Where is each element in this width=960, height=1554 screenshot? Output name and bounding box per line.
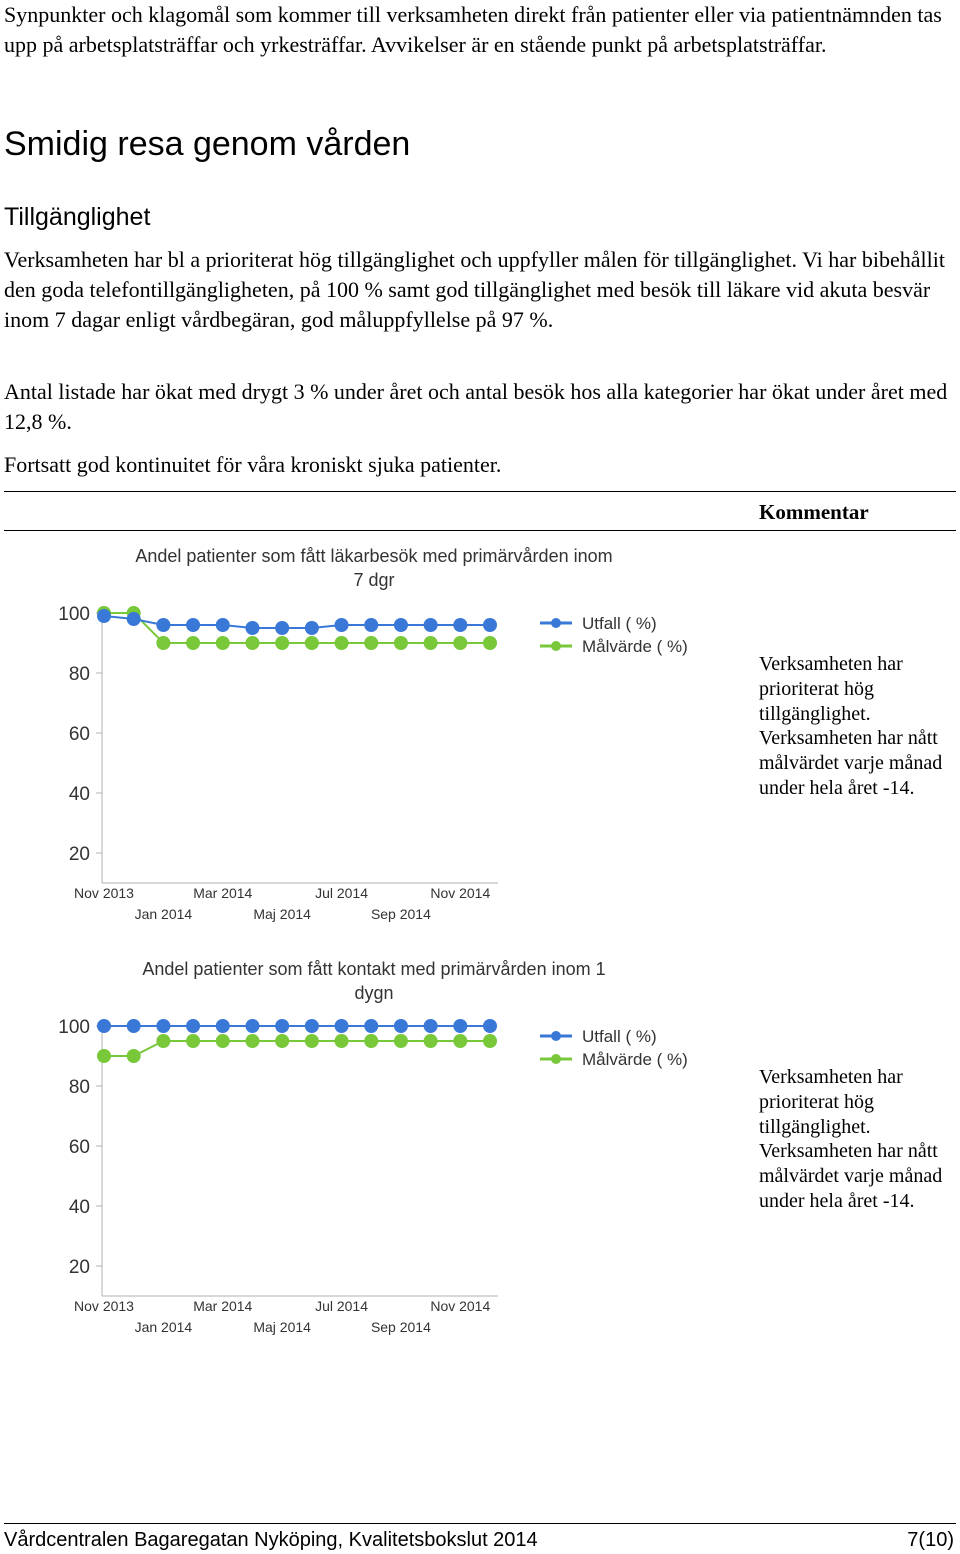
x-tick-label: Maj 2014 <box>253 1319 311 1335</box>
y-tick-label: 80 <box>68 664 90 685</box>
data-point-utfall <box>335 618 349 632</box>
data-point-malvarde <box>245 636 259 650</box>
data-point-malvarde <box>97 1049 111 1063</box>
legend-label: Målvärde ( %) <box>582 1050 688 1069</box>
x-tick-label: Mar 2014 <box>193 1298 253 1314</box>
legend-marker <box>551 641 561 651</box>
chart-title-line: dygn <box>354 983 394 1003</box>
data-point-utfall <box>216 618 230 632</box>
data-point-utfall <box>424 618 438 632</box>
x-tick-label: Nov 2013 <box>74 1298 134 1314</box>
data-point-utfall <box>364 618 378 632</box>
data-point-utfall <box>275 1019 289 1033</box>
data-point-utfall <box>305 621 319 635</box>
data-point-malvarde <box>335 1034 349 1048</box>
y-tick-label: 100 <box>58 604 90 625</box>
x-tick-label: Mar 2014 <box>193 885 253 901</box>
data-point-malvarde <box>127 1049 141 1063</box>
x-tick-label: Nov 2014 <box>430 1298 491 1314</box>
legend-marker <box>551 1031 561 1041</box>
data-point-utfall <box>424 1019 438 1033</box>
data-point-utfall <box>97 609 111 623</box>
x-tick-label: Jul 2014 <box>315 885 369 901</box>
x-tick-label: Jan 2014 <box>134 906 193 922</box>
comment-column-header: Kommentar <box>759 500 869 524</box>
data-point-malvarde <box>156 1034 170 1048</box>
legend-marker <box>551 1054 561 1064</box>
chart-title-line: 7 dgr <box>353 570 395 590</box>
y-tick-label: 80 <box>68 1077 90 1098</box>
chart-contact-1-day <box>50 951 710 1351</box>
availability-paragraph: Verksamheten har bl a prioriterat hög tillgänglighet och uppfyller målen för tillgänglighet. Vi har bibehållit den goda telefontillgängligheten, på 100 % samt god tillgänglighet med besök till läkare vid akuta besvär inom 7 dagar enligt vårdbegäran, god måluppfyllelse på 97 %. <box>4 247 945 332</box>
y-tick-label: 60 <box>68 1137 90 1158</box>
data-point-malvarde <box>453 1034 467 1048</box>
data-point-utfall <box>335 1019 349 1033</box>
x-tick-label: Jul 2014 <box>315 1298 369 1314</box>
y-tick-label: 20 <box>68 1257 90 1278</box>
data-point-utfall <box>453 618 467 632</box>
data-point-utfall <box>453 1019 467 1033</box>
section-heading: Smidig resa genom vården <box>4 125 411 163</box>
data-point-malvarde <box>483 1034 497 1048</box>
data-point-utfall <box>245 621 259 635</box>
x-tick-label: Jan 2014 <box>134 1319 193 1335</box>
y-tick-label: 60 <box>68 724 90 745</box>
data-point-utfall <box>394 1019 408 1033</box>
comment-chart-2: Verksamheten har prioriterat hög tillgänglighet. Verksamheten har nått målvärdet varje månad under hela året -14. <box>759 1066 943 1212</box>
legend-label: Utfall ( %) <box>582 1027 657 1046</box>
data-point-malvarde <box>305 1034 319 1048</box>
data-point-utfall <box>186 618 200 632</box>
intro-paragraph: Synpunkter och klagomål som kommer till verksamheten direkt från patienter eller via patientnämnden tas upp på arbetsplatsträffar och yrkesträffar. Avvikelser är en stående punkt på arbetsplatsträffar. <box>4 2 942 57</box>
x-tick-label: Nov 2013 <box>74 885 134 901</box>
data-point-malvarde <box>424 1034 438 1048</box>
page-number: 7(10) <box>907 1529 954 1551</box>
chart-title-line: Andel patienter som fått läkarbesök med primärvården inom <box>135 546 613 566</box>
data-point-malvarde <box>453 636 467 650</box>
sub-heading: Tillgänglighet <box>4 203 151 231</box>
x-tick-label: Sep 2014 <box>370 906 431 922</box>
data-point-utfall <box>483 618 497 632</box>
data-point-utfall <box>394 618 408 632</box>
data-point-malvarde <box>335 636 349 650</box>
data-point-utfall <box>127 1019 141 1033</box>
x-tick-label: Maj 2014 <box>253 906 311 922</box>
data-point-malvarde <box>364 1034 378 1048</box>
data-point-malvarde <box>186 1034 200 1048</box>
chart-svg <box>50 951 710 1351</box>
data-point-utfall <box>483 1019 497 1033</box>
data-point-malvarde <box>275 636 289 650</box>
data-point-malvarde <box>394 636 408 650</box>
data-point-utfall <box>156 1019 170 1033</box>
data-point-utfall <box>156 618 170 632</box>
legend-marker <box>551 618 561 628</box>
data-point-utfall <box>275 621 289 635</box>
data-point-malvarde <box>305 636 319 650</box>
legend-label: Målvärde ( %) <box>582 637 688 656</box>
y-tick-label: 40 <box>68 1197 90 1218</box>
listed-patients-paragraph: Antal listade har ökat med drygt 3 % under året och antal besök hos alla kategorier har ökat under året med 12,8 %. <box>4 379 948 434</box>
y-tick-label: 100 <box>58 1017 90 1038</box>
chart-doctor-visit-7-days <box>50 538 710 938</box>
data-point-malvarde <box>156 636 170 650</box>
data-point-malvarde <box>275 1034 289 1048</box>
x-tick-label: Nov 2014 <box>430 885 491 901</box>
chart-svg <box>50 538 710 938</box>
legend-label: Utfall ( %) <box>582 614 657 633</box>
chart-title-line: Andel patienter som fått kontakt med primärvården inom 1 <box>142 959 606 979</box>
table-top-rule <box>4 491 956 492</box>
data-point-utfall <box>186 1019 200 1033</box>
footer-rule <box>4 1523 956 1524</box>
comment-chart-1: Verksamheten har prioriterat hög tillgänglighet. Verksamheten har nått målvärdet varje månad under hela året -14. <box>759 653 943 799</box>
x-tick-label: Sep 2014 <box>370 1319 431 1335</box>
data-point-utfall <box>364 1019 378 1033</box>
data-point-malvarde <box>216 1034 230 1048</box>
data-point-utfall <box>97 1019 111 1033</box>
data-point-malvarde <box>483 636 497 650</box>
data-point-malvarde <box>245 1034 259 1048</box>
data-point-utfall <box>245 1019 259 1033</box>
continuity-paragraph: Fortsatt god kontinuitet för våra kroniskt sjuka patienter. <box>4 452 502 477</box>
footer-title: Vårdcentralen Bagaregatan Nyköping, Kvalitetsbokslut 2014 <box>4 1529 538 1551</box>
data-point-malvarde <box>424 636 438 650</box>
y-tick-label: 40 <box>68 784 90 805</box>
data-point-utfall <box>305 1019 319 1033</box>
data-point-utfall <box>216 1019 230 1033</box>
data-point-malvarde <box>394 1034 408 1048</box>
y-tick-label: 20 <box>68 844 90 865</box>
data-point-malvarde <box>364 636 378 650</box>
data-point-malvarde <box>186 636 200 650</box>
data-point-utfall <box>127 612 141 626</box>
table-header-rule <box>4 530 956 531</box>
data-point-malvarde <box>216 636 230 650</box>
